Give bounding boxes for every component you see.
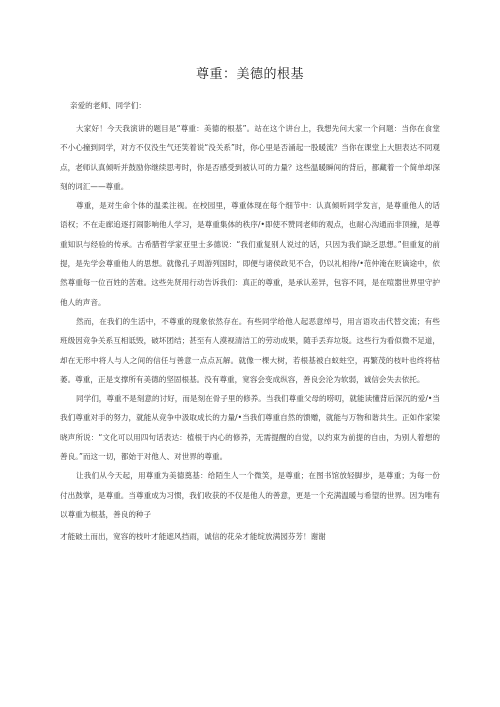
paragraph-closing: 才能破土而出，宽容的枝叶才能遮风挡雨，诚信的花朵才能绽放满园芬芳！谢谢 <box>60 532 326 542</box>
page-title: 尊重：美德的根基 <box>195 67 304 82</box>
paragraph-call-to-action: 让我们从今天起，用尊重为美德奠基：给陌生人一个微笑，是尊重；在图书馆放轻脚步，是尊重；为每一份付出鼓掌，是尊重。当尊重成为习惯，我们收获的不仅是他人的善意，更是一个充满温暖与希望的世界。因为唯有以尊重为根基，善良的种子 <box>60 471 440 519</box>
paragraph-cultivation: 同学们，尊重不是刻意的讨好，而是刻在骨子里的修养。当我们尊重父母的唠叨，就能读懂背后深沉的爱/•当我们尊重对手的努力，就能从竞争中汲取成长的力量/•当我们尊重自然的馈赠，就能与万物和谐共生。正如作家梁晓声所说：“文化可以用四句话表达：植根于内心的修养，无需提醒的自觉，以约束为前提的自由，为别人着想的善良。”而这一切，都始于对他人、对世界的尊重。 <box>60 394 440 462</box>
paragraph-intro: 大家好！今天我演讲的题目是“尊重：美德的根基”。站在这个讲台上，我想先问大家一个问题：当你在食堂不小心撞到同学，对方不仅没生气还笑着说“没关系”时，你心里是否涌起一股暖流？当你在课堂上大胆表达不同观点，老师认真倾听并鼓励你继续思考时，你是否感受到被认可的力量？这些温暖瞬间的背后，都藏着一个简单却深刻的词汇——尊重。 <box>60 124 440 191</box>
greeting: 亲爱的老师、同学们： <box>70 101 146 110</box>
paragraph-respect-definition: 尊重，是对生命个体的温柔注视。在校园里，尊重体现在每个细节中：认真倾听同学发言，是尊重他人的话语权；不在走廊追逐打闹影响他人学习，是尊重集体的秩序/•即使不赞同老师的观点，也耐心沟通而非顶撞，是尊重知识与经验的传承。古希腊哲学家亚里士多德说：“我们重复别人说过的话，只因为我们缺乏思想。”但重复的前提，是先学会尊重他人的思想。就像孔子周游列国时，即便与诸侯政见不合，仍以礼相待/•范仲淹在贬谪途中，依然尊重每一位百姓的苦难。这些先贤用行动告诉我们：真正的尊重，是承认差异，包容不同，是在喧嚣世界里守护他人的声音。 <box>60 201 440 307</box>
paragraph-disrespect: 然而，在我们的生活中，不尊重的现象依然存在。有些同学给他人起恶意绰号，用言语攻击代替交流；有些班级因竞争关系互相诋毁，破坏团结；甚至有人漠视清洁工的劳动成果，随手丢弃垃圾。这些行为看似微不足道，却在无形中将人与人之间的信任与善意一点点瓦解。就像一棵大树，若根基被白蚁蛀空，再繁茂的枝叶也终将枯萎。尊重，正是支撑所有美德的坚固根基。没有尊重，宽容会变成纵容，善良会沦为软弱，诚信会失去依托。 <box>60 316 440 384</box>
speech-body <box>60 119 440 547</box>
